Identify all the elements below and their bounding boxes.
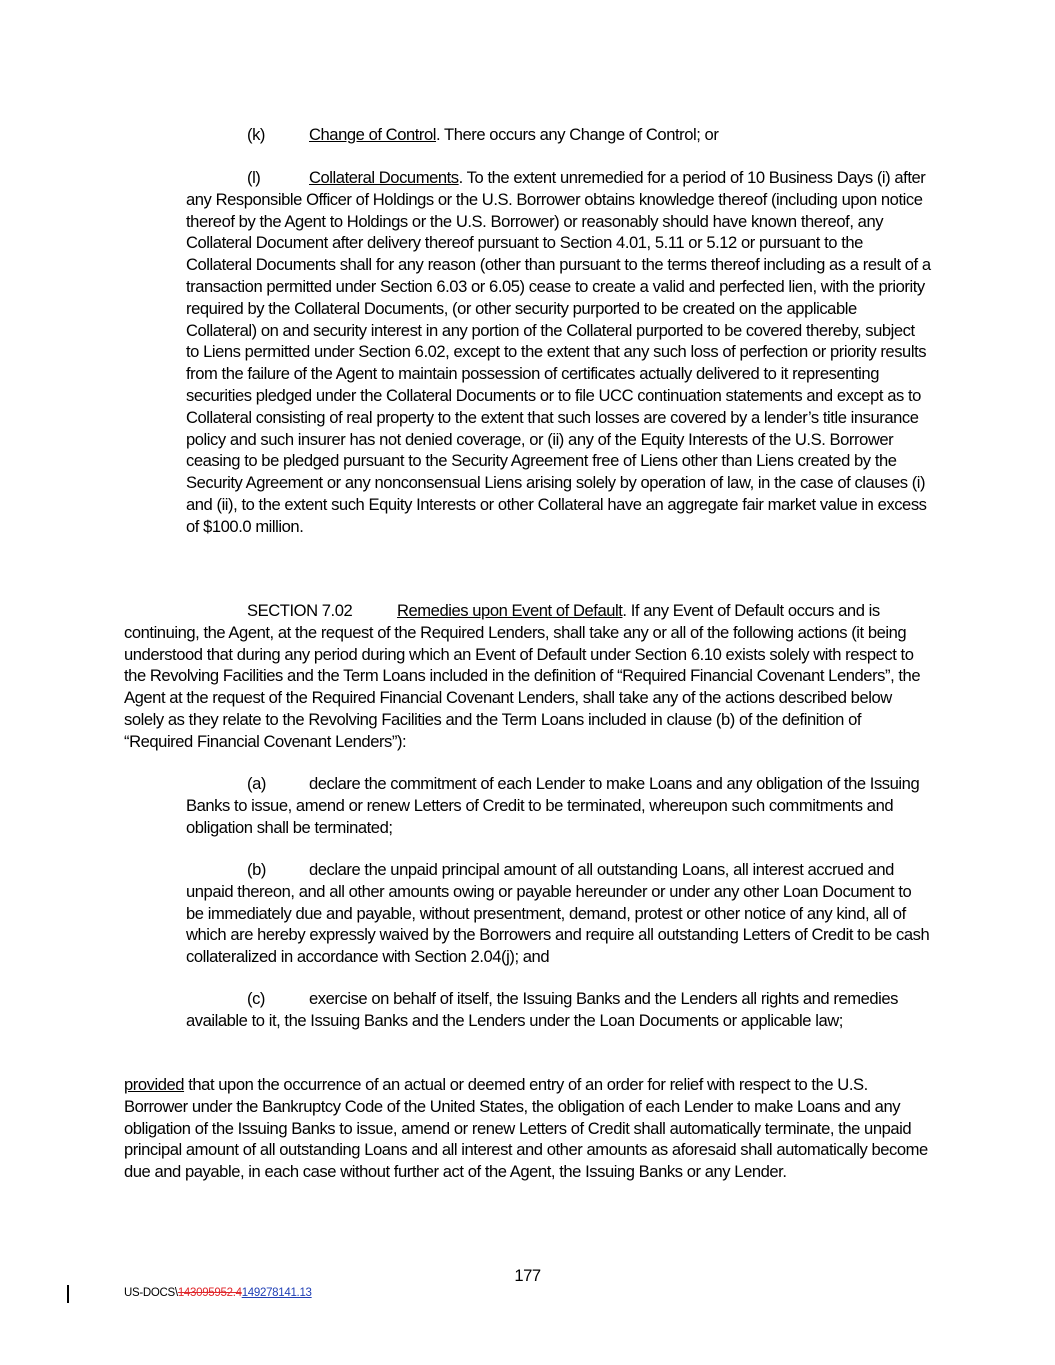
section-heading: Remedies upon Event of Default [397, 601, 623, 620]
provided-lead: provided [124, 1075, 185, 1094]
provided-text: that upon the occurrence of an actual or deemed entry of an order for relief with respect to the U.S. Borrower under the Bankruptcy Code of the United States, the obligation of each Lender to make Loans and any obligation of the Issuing Banks to issue, amend or renew Letters of Credit shall automatically terminate, the unpaid principal amount of all outstanding Loans and all interest and other amounts as aforesaid shall automatically become due and payable, in each case without further act of the Agent, the Issuing Banks or any Lender. [124, 1075, 928, 1182]
paragraph-b [186, 859, 931, 968]
document-id-prefix: US-DOCS\ [124, 1287, 178, 1299]
paragraph-heading: Collateral Documents [309, 168, 459, 187]
page-number: 177 [514, 1266, 541, 1285]
paragraph-c [186, 988, 931, 1032]
paragraph-marker: (l) [247, 168, 261, 187]
section-7-02 [124, 600, 929, 753]
inserted-document-id: 149278141.13 [241, 1287, 312, 1299]
paragraph-l [186, 167, 931, 538]
paragraph-k [186, 124, 931, 146]
paragraph-marker: (k) [247, 125, 265, 144]
paragraph-marker: (a) [247, 774, 266, 793]
paragraph-text: declare the unpaid principal amount of all outstanding Loans, all interest accrued and unpaid thereon, and all other amounts owing or payable hereunder or under any other Loan Document to be immediately due and payable, without presentment, demand, protest or other notice of any kind, all of which are hereby expressly waived by the Borrowers and require all outstanding Letters of Credit to be cash collateralized in accordance with Section 2.04(j); and [186, 860, 930, 967]
change-bar [67, 1285, 69, 1303]
paragraph-marker: (b) [247, 860, 266, 879]
section-text: . If any Event of Default occurs and is continuing, the Agent, at the request of the Required Lenders, shall take any or all of the following actions (it being understood that during any period during which an Event of Default under Section 6.10 exists solely with respect to the Revolving Facilities and the Term Loans included in the definition of “Required Financial Covenant Lenders”, the Agent at the request of the Required Financial Covenant Lenders, shall take any of the actions described below solely as they relate to the Revolving Facilities and the Term Loans included in clause (b) of the definition of “Required Financial Covenant Lenders”): [124, 601, 921, 751]
document-id-footer [124, 1286, 312, 1300]
paragraph-heading: Change of Control [309, 125, 437, 144]
paragraph-marker: (c) [247, 989, 265, 1008]
section-label: SECTION 7.02 [247, 601, 353, 620]
deleted-document-id: 143095952.4 [177, 1287, 242, 1299]
paragraph-text: exercise on behalf of itself, the Issuing Banks and the Lenders all rights and remedies available to it, the Issuing Banks and the Lenders under the Loan Documents or applicable law; [186, 989, 899, 1030]
paragraph-text: declare the commitment of each Lender to make Loans and any obligation of the Issuing Banks to issue, amend or renew Letters of Credit to be terminated, whereupon such commitments and obligation shall be terminated; [186, 774, 920, 837]
paragraph-a [186, 773, 931, 838]
paragraph-text: . To the extent unremedied for a period of 10 Business Days (i) after any Responsible Officer of Holdings or the U.S. Borrower obtains knowledge thereof (including upon notice thereof by the Agent to Holdings or the U.S. Borrower) or reasonably should have known thereof, any Collateral Document after delivery thereof pursuant to Section 4.01, 5.11 or 5.12 or pursuant to the Collateral Documents shall for any reason (other than pursuant to the terms thereof including as a result of a transaction permitted under Section 6.03 or 6.05) cease to create a valid and perfected lien, with the priority required by the Collateral Documents, (or other security purported to be created on the applicable Collateral) on and security interest in any portion of the Collateral purported to be covered thereby, subject to Liens permitted under Section 6.02, except to the extent that any such loss of perfection or priority results from the failure of the Agent to maintain possession of certificates actually delivered to it representing securities pledged under the Collateral Documents or to file UCC continuation statements and except as to Collateral consisting of real property to the extent that such losses are covered by a lender’s title insurance policy and such insurer has not denied coverage, or (ii) any of the Equity Interests of the U.S. Borrower ceasing to be pledged pursuant to the Security Agreement free of Liens other than Liens created by the Security Agreement or any nonconsensual Liens arising solely by operation of law, in the case of clauses (i) and (ii), to the extent such Equity Interests or other Collateral have an aggregate fair market value in excess of $100.0 million. [186, 168, 931, 536]
paragraph-text: . There occurs any Change of Control; or [436, 125, 719, 144]
provided-paragraph [124, 1074, 929, 1183]
